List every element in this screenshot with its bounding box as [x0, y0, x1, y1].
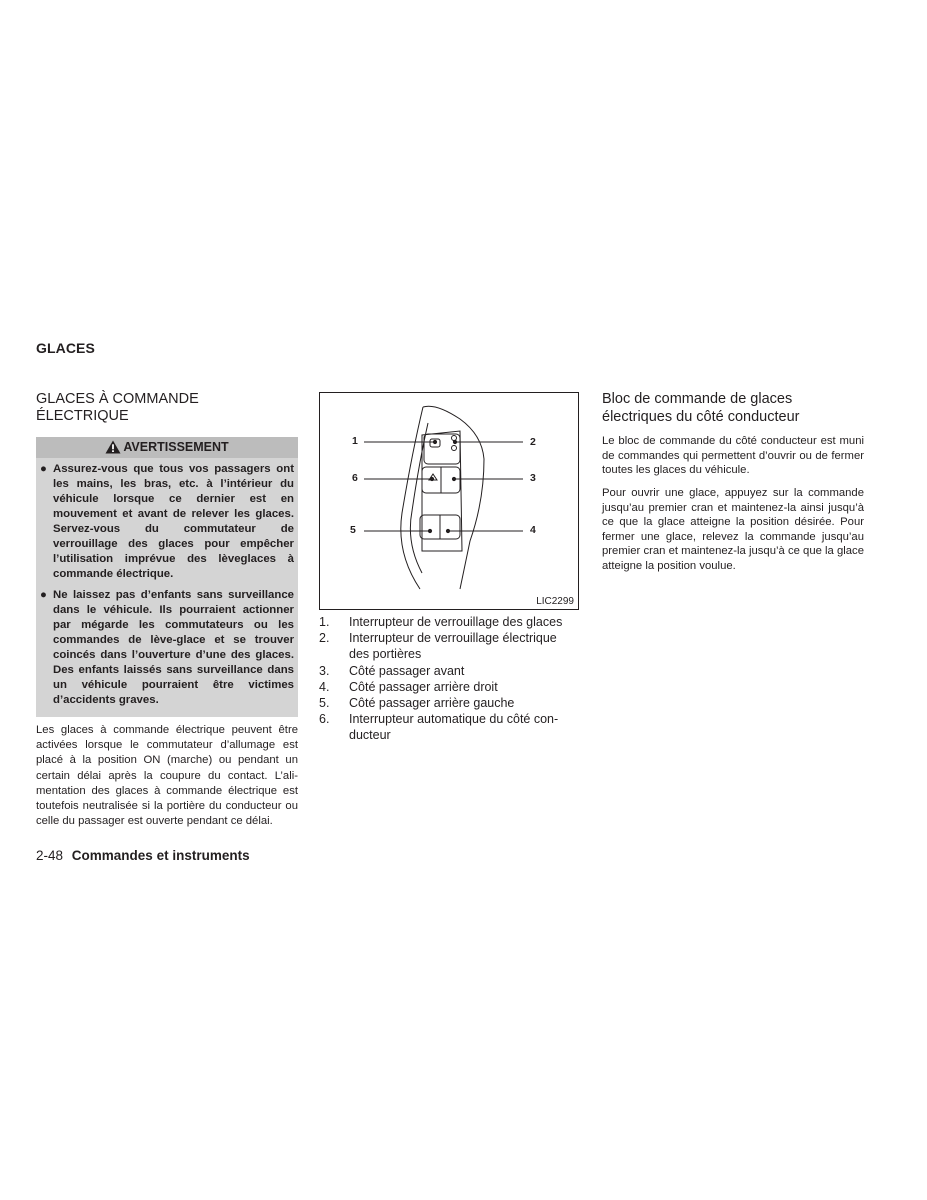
warning-header — [36, 437, 298, 458]
callout-5: 5 — [350, 524, 356, 536]
callout-6: 6 — [352, 472, 358, 484]
body-paragraph: Les glaces à commande électrique peuvent être activées lorsque le commutateur d’allumage est placé à la position ON (marche) ou pendant un certain délai après la coupure du contact. L’alimentation des glaces à commande électrique est toutefois neutralisée si la portière du conducteur ou celle du passager est ouverte pendant ce délai. — [36, 724, 298, 828]
chapter-title: Commandes et instruments — [71, 848, 250, 863]
switch-panel-figure — [319, 392, 579, 610]
right-paragraph-1: Le bloc de commande du côté conducteur est muni de commandes qui permettent d’ouvrir ou de fermer toutes les glaces du véhicule. — [602, 435, 864, 477]
legend-item: 1. Interrupteur de verrouillage des glaces — [319, 615, 563, 629]
figure-code: LIC2299 — [536, 596, 574, 607]
figure-legend — [319, 614, 579, 744]
warning-item-text: Assurez-vous que tous vos passagers ont les mains, les bras, etc. à l’intérieur du véhicule lorsque ce dernier est en mouvement et avant de relever les glaces. Servez-vous du commutateur de verrouillage des glaces pour empêcher l’utilisation imprévue des lèveglaces à commande électrique. — [53, 463, 294, 580]
bullet-icon: ● — [40, 589, 47, 601]
subsection-title — [36, 391, 298, 425]
warning-item — [36, 588, 298, 708]
callout-4: 4 — [530, 524, 536, 536]
callout-3: 3 — [530, 472, 536, 484]
subsection-title-line1: GLACES À COMMANDE — [36, 391, 199, 407]
callout-1: 1 — [352, 435, 358, 447]
switch-panel-illustration — [320, 393, 578, 609]
warning-triangle-icon — [105, 440, 121, 454]
callout-2: 2 — [530, 436, 536, 448]
page-number: 2-48 — [36, 848, 64, 863]
right-section-title — [602, 391, 872, 426]
warning-item — [36, 462, 298, 582]
subsection-title-line2: ÉLECTRIQUE — [36, 408, 129, 424]
legend-item: 3. Côté passager avant — [319, 663, 465, 678]
right-paragraph-2: Pour ouvrir une glace, appuyez sur la commande jusqu’au premier cran et maintenez-la ainsi jusqu’à ce que la glace atteigne la position désirée. Pour fermer une glace, relevez la commande jusqu’au premier cran et maintenez-la jusqu’à ce que la glace atteigne la position voulue. — [602, 487, 864, 572]
bullet-icon: ● — [40, 463, 47, 475]
section-title: GLACES — [36, 340, 95, 356]
warning-item-text: Ne laissez pas d’enfants sans surveillance dans le véhicule. Ils pourraient actionner par mégarde les commutateurs ou les commandes de lève-glace et se trouver coincés dans l’ouverture d’une des glaces. Des enfants laissés sans surveillance dans un véhicule pourraient être victimes d’accidents graves. — [53, 589, 294, 706]
legend-item: 2. Interrupteur de verrouillage électrique des portières — [319, 631, 557, 662]
warning-header-label: AVERTISSEMENT — [123, 440, 229, 454]
right-title-line2: électriques du côté conducteur — [602, 408, 800, 425]
legend-item: 6. Interrupteur automatique du côté conducteur — [319, 712, 559, 743]
warning-box — [36, 437, 298, 717]
right-title-line1: Bloc de commande de glaces — [602, 391, 793, 407]
page-footer — [36, 848, 250, 863]
legend-item: 5. Côté passager arrière gauche — [319, 696, 515, 711]
legend-item: 4. Côté passager arrière droit — [319, 679, 498, 694]
